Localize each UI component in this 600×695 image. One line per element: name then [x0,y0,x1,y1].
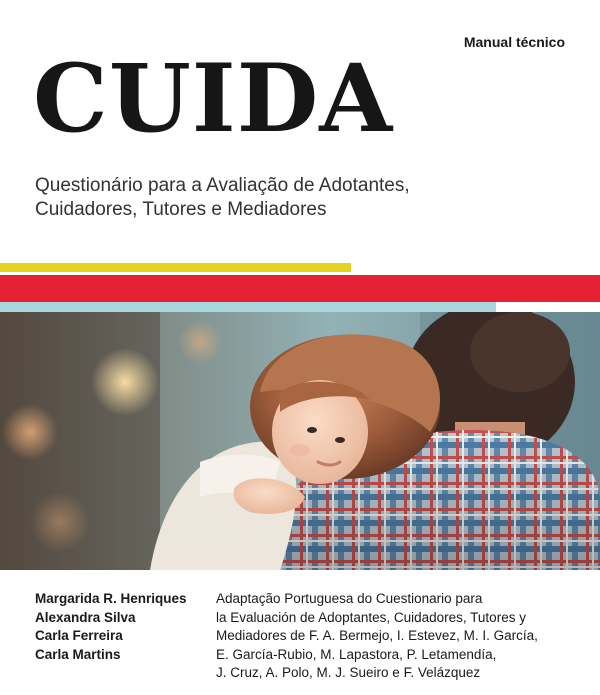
blue-stripe [0,302,496,312]
subtitle-line: Questionário para a Avaliação de Adotantes, [35,175,410,196]
yellow-stripe [0,263,351,272]
cover-photo [0,312,600,570]
description-line: Mediadores de F. A. Bermejo, I. Estevez, M. I. García, [216,628,538,643]
description-line: J. Cruz, A. Polo, M. J. Sueiro e F. Velázquez [216,665,481,680]
red-stripe [0,275,600,302]
description-line: E. García-Rubio, M. Lapastora, P. Letamendía, [216,646,497,662]
book-subtitle [35,174,555,222]
author-name: Carla Ferreira [35,628,123,643]
author-name: Margarida R. Henriques [35,591,187,606]
author-name: Carla Martins [35,646,121,662]
book-title: CUIDA [33,44,394,154]
description-line: la Evaluación de Adoptantes, Cuidadores, Tutores y [216,609,526,625]
adaptation-description [216,590,586,683]
child-hugging-adult-photo-icon [0,312,600,570]
subtitle-line: Cuidadores, Tutores e Mediadores [35,199,327,220]
description-line: Adaptação Portuguesa do Cuestionario para [216,591,483,606]
authors-list [35,590,210,664]
author-name: Alexandra Silva [35,609,136,625]
manual-label: Manual técnico [463,34,565,50]
